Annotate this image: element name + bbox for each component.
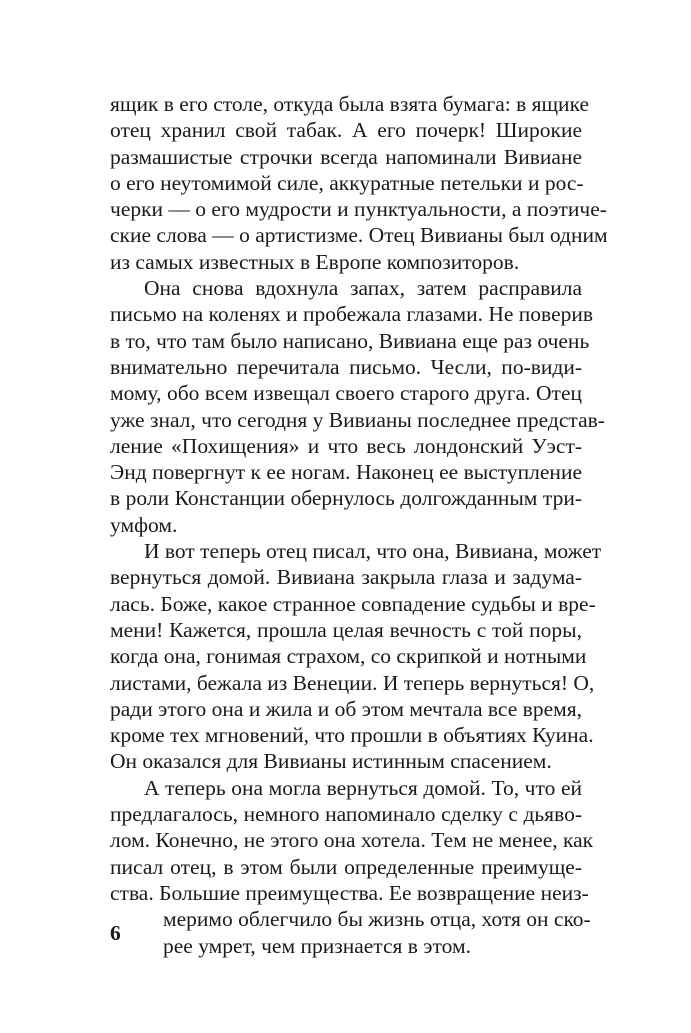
text-line-8: Она снова вдохнула запах, затем расправила	[144, 276, 582, 301]
text-line-16: в роли Констанции обернулось долгожданным три-	[110, 486, 582, 511]
text-line-28: предлагалось, немного напоминало сделку с дьяво-	[110, 802, 582, 827]
text-line-30: писал отец, в этом были определенные преимуще-	[110, 854, 582, 879]
text-line-23: листами, бежала из Венеции. И теперь вернуться! О,	[110, 670, 595, 695]
text-line-25: кроме тех мгновений, что прошли в объятиях Куина.	[110, 723, 594, 748]
text-line-9: письмо на коленях и пробежала глазами. Не поверив	[110, 302, 594, 327]
text-line-19: вернуться домой. Вивиана закрыла глаза и задума-	[110, 565, 582, 590]
text-line-18: И вот теперь отец писал, что она, Вивиана, может	[144, 539, 602, 564]
text-line-2: отец хранил свой табак. А его почерк! Широкие	[110, 118, 582, 143]
text-line-10: в то, что там было написано, Вивиана еще раз очень	[110, 328, 590, 353]
text-line-21: мени! Кажется, прошла целая вечность с той поры,	[110, 617, 582, 642]
text-line-29: лом. Конечно, не этого она хотела. Тем не менее, как	[110, 828, 594, 853]
text-line-31: ства. Большие преимущества. Ее возвращение неиз-	[110, 880, 589, 905]
text-line-12: мому, обо всем извещал своего старого друга. Отец	[110, 381, 582, 406]
text-line-15: Энд повергнут к ее ногам. Наконец ее выступление	[110, 460, 582, 485]
text-line-5: черки — о его мудрости и пунктуальности, а поэтиче-	[110, 197, 607, 222]
text-line-6: ские слова — о артистизме. Отец Вивианы был одним	[110, 223, 608, 248]
text-line-14: ление «Похищения» и что весь лондонский Уэст-	[110, 433, 582, 458]
text-line-24: ради этого она и жила и об этом мечтала все время,	[110, 696, 582, 721]
text-line-7: из самых известных в Европе композиторов.	[110, 249, 520, 274]
text-line-13: уже знал, что сегодня у Вивианы последнее представ-	[110, 407, 605, 432]
body-text	[110, 91, 608, 959]
text-line-26: Он оказался для Вивианы истинным спасением.	[110, 749, 552, 774]
text-line-3: размашистые строчки всегда напоминали Вивиане	[110, 144, 582, 169]
text-line-1: ящик в его столе, откуда была взята бумага: в ящике	[110, 92, 590, 116]
text-line-33: рее умрет, чем признается в этом.	[163, 933, 471, 958]
text-line-27: А теперь она могла вернуться домой. То, что ей	[144, 775, 582, 800]
text-line-4: о его неутомимой силе, аккуратные петельки и рос-	[110, 170, 584, 195]
text-line-20: лась. Боже, какое странное совпадение судьбы и вре-	[110, 591, 596, 616]
text-line-22: когда она, гонимая страхом, со скрипкой и нотными	[110, 644, 587, 669]
text-line-17: умфом.	[110, 512, 178, 537]
page-number: 6	[110, 921, 121, 945]
text-line-32: меримо облегчило бы жизнь отца, хотя он ско-	[163, 907, 591, 932]
text-line-11: внимательно перечитала письмо. Чесли, по-види-	[110, 354, 582, 379]
